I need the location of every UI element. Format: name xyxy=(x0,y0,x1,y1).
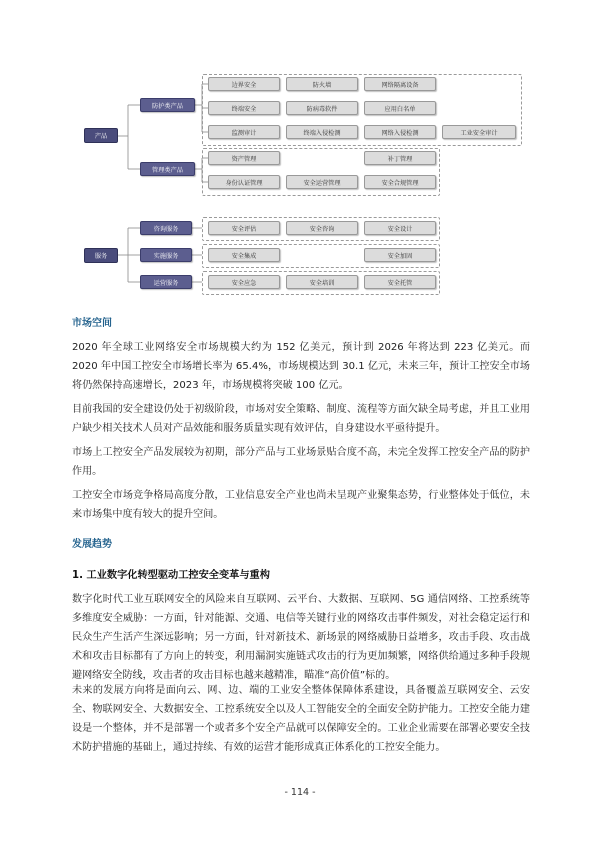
market-paragraph-2: 目前我国的安全建设仍处于初级阶段，市场对安全策略、制度、流程等方面欠缺全局考虑，并且工业用户缺少相关技术人员对产品效能和服务质量实现有效评估，自身建设水平亟待提升。 xyxy=(72,404,530,434)
security-product-service-diagram xyxy=(84,72,524,302)
market-paragraph-4: 工控安全市场竞争格局高度分散，工业信息安全产业也尚未呈现产业聚集态势，行业整体处于低位，未来市场集中度有较大的提升空间。 xyxy=(72,490,530,520)
leaf-firewall: 防火墙 xyxy=(286,77,358,91)
leaf-compliance-management: 安全合规管理 xyxy=(364,175,436,189)
leaf-managed-security: 安全托管 xyxy=(364,275,436,289)
leaf-monitoring-audit: 监测审计 xyxy=(208,125,280,139)
leaf-network-isolation: 网络隔离设备 xyxy=(364,77,436,91)
leaf-industrial-audit: 工业安全审计 xyxy=(442,125,516,139)
leaf-endpoint-security: 终端安全 xyxy=(208,101,280,115)
leaf-security-hardening: 安全加固 xyxy=(364,248,436,262)
leaf-patch-management: 补丁管理 xyxy=(364,151,436,165)
implementation-services-node: 实施服务 xyxy=(140,248,192,262)
operations-services-node: 运营服务 xyxy=(140,275,192,289)
services-node: 服务 xyxy=(84,248,118,263)
protection-products-node: 防护类产品 xyxy=(140,98,195,112)
products-node: 产品 xyxy=(84,128,118,143)
trend-paragraph-1: 数字化时代工业互联网安全的风险来自互联网、云平台、大数据、互联网、5G 通信网络、工控系统等多维度安全威胁：一方面，针对能源、交通、电信等关键行业的网络攻击事件频发，对社会稳定运行和民众生产生活产生深远影响；另一方面，针对新技术、新场景的网络威胁日益增多，攻击手段、攻击战术和攻击目标都有了方向上的转变，利用漏洞实施链式攻击的行为更加频繁，网络供给通过多种手段规避网络安全防线，攻击者的攻击目标也越来越精准，瞄准“高价值”标的。 xyxy=(72,594,530,681)
leaf-security-design: 安全设计 xyxy=(364,221,436,235)
leaf-security-integration: 安全集成 xyxy=(208,248,280,262)
leaf-network-ids: 网络入侵检测 xyxy=(364,125,436,139)
leaf-identity-management: 身份认证管理 xyxy=(208,175,280,189)
management-products-node: 管理类产品 xyxy=(140,162,195,176)
leaf-security-operations: 安全运营管理 xyxy=(286,175,358,189)
leaf-security-consulting: 安全咨询 xyxy=(286,221,358,235)
leaf-endpoint-ids: 终端入侵检测 xyxy=(286,125,358,139)
trends-heading: 发展趋势 xyxy=(72,539,112,550)
consulting-services-node: 咨询服务 xyxy=(140,221,192,235)
leaf-emergency-response: 安全应急 xyxy=(208,275,280,289)
page-number: - 114 - xyxy=(284,787,316,798)
trend-item-1-title: 1. 工业数字化转型驱动工控安全变革与重构 xyxy=(72,570,270,581)
leaf-antivirus: 防病毒软件 xyxy=(286,101,358,115)
trend-paragraph-2: 未来的发展方向将是面向云、网、边、端的工业安全整体保障体系建设，具备覆盖互联网安全、云安全、物联网安全、大数据安全、工控系统安全以及人工智能安全的全面安全防护能力。工控安全能力建设是一个整体，并不是部署一个或者多个安全产品就可以保障安全的。工业企业需要在部署必要安全技术防护措施的基础上，通过持续、有效的运营才能形成真正体系化的工控安全能力。 xyxy=(72,685,530,753)
market-space-heading: 市场空间 xyxy=(72,318,112,329)
market-paragraph-3: 市场上工控安全产品发展较为初期，部分产品与工业场景贴合度不高，未完全发挥工控安全产品的防护作用。 xyxy=(72,447,530,477)
market-paragraph-1: 2020 年全球工业网络安全市场规模大约为 152 亿美元，预计到 2026 年将达到 223 亿美元。而 2020 年中国工控安全市场增长率为 65.4%，市场规模达到 30.1 亿元，未来三年，预计工控安全市场将仍然保持高速增长，2023 年，市场规模将突破 100 亿元。 xyxy=(72,342,530,391)
leaf-app-whitelist: 应用白名单 xyxy=(364,101,436,115)
leaf-asset-management: 资产管理 xyxy=(208,151,280,165)
leaf-security-assessment: 安全评估 xyxy=(208,221,280,235)
leaf-boundary-security: 边界安全 xyxy=(208,77,280,91)
leaf-security-training: 安全培训 xyxy=(286,275,358,289)
